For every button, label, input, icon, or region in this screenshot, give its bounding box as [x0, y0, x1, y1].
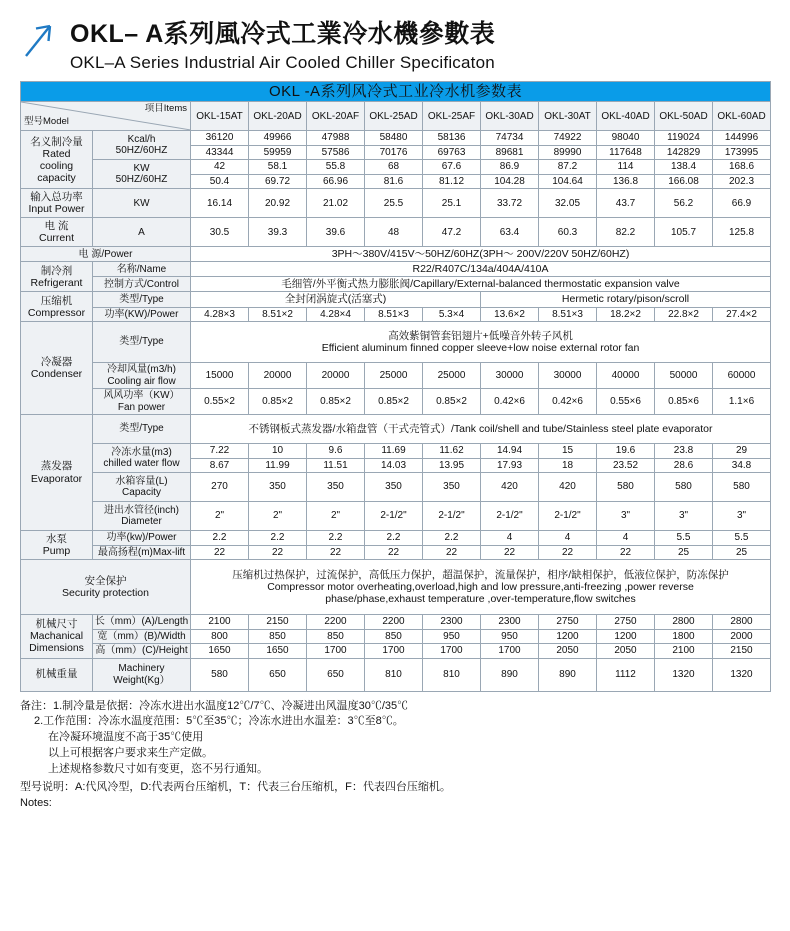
condenser-airflow-8: 50000	[655, 363, 713, 389]
refrigerant-control-label: 控制方式/Control	[93, 277, 191, 292]
condenser-type-row	[21, 322, 771, 363]
evap-dia-4: 2-1/2"	[423, 502, 481, 531]
kcal60-2: 57586	[307, 145, 365, 160]
dim-hei-9: 2150	[713, 644, 771, 659]
input-power-4: 25.1	[423, 189, 481, 218]
pump-lift-5: 22	[481, 545, 539, 560]
kw60-4: 81.12	[423, 174, 481, 189]
dim-wid-1: 850	[249, 629, 307, 644]
weight-1: 650	[249, 658, 307, 691]
evap-flow-a-9: 29	[713, 444, 771, 459]
weight-row	[21, 658, 771, 691]
dim-hei-3: 1700	[365, 644, 423, 659]
evap-cap-1: 350	[249, 473, 307, 502]
evap-flow-b-4: 13.95	[423, 458, 481, 473]
compressor-power-3: 8.51×3	[365, 307, 423, 322]
condenser-airflow-0: 15000	[191, 363, 249, 389]
dim-wid-5: 950	[481, 629, 539, 644]
compressor-type-cn: 全封闭涡旋式(活塞式)	[191, 292, 481, 307]
condenser-fanpower-3: 0.85×2	[365, 389, 423, 415]
compressor-type-label: 类型/Type	[93, 292, 191, 307]
kw60-8: 166.08	[655, 174, 713, 189]
evap-flow-a-7: 19.6	[597, 444, 655, 459]
current-5: 63.4	[481, 218, 539, 247]
evap-dia-2: 2"	[307, 502, 365, 531]
arrow-logo-icon	[20, 22, 60, 70]
pump-power-6: 4	[539, 531, 597, 546]
model-col-6: OKL-30AT	[539, 102, 597, 131]
corner-header-cell	[21, 102, 191, 131]
dim-wid-6: 1200	[539, 629, 597, 644]
kw50-0: 42	[191, 160, 249, 175]
pump-power-3: 2.2	[365, 531, 423, 546]
power-supply-value: 3PH～380V/415V～50HZ/60HZ(3PH～ 200V/220V 50HZ/60HZ)	[191, 247, 771, 262]
evaporator-capacity-label: 水箱容量(L) Capacity	[93, 473, 191, 502]
weight-3: 810	[365, 658, 423, 691]
dim-hei-4: 1700	[423, 644, 481, 659]
kcal50-7: 98040	[597, 131, 655, 146]
compressor-power-0: 4.28×3	[191, 307, 249, 322]
evap-dia-9: 3"	[713, 502, 771, 531]
dim-len-5: 2300	[481, 615, 539, 630]
kcal60-7: 117648	[597, 145, 655, 160]
corner-items-label: 项目Items	[144, 103, 187, 115]
compressor-power-2: 4.28×4	[307, 307, 365, 322]
kw60-6: 104.64	[539, 174, 597, 189]
corner-model-label: 型号Model	[24, 116, 69, 128]
evap-flow-b-0: 8.67	[191, 458, 249, 473]
compressor-power-label: 功率(KW)/Power	[93, 307, 191, 322]
note-line-2: 2.工作范围：冷冻水温度范围：5℃至35℃；冷冻水进出水温差：3℃至8℃。	[34, 715, 404, 728]
model-col-5: OKL-30AD	[481, 102, 539, 131]
current-4: 47.2	[423, 218, 481, 247]
pump-lift-3: 22	[365, 545, 423, 560]
security-value: 压缩机过热保护，过流保护，高低压力保护，超温保护，流量保护，相序/缺相保护，低液位保护，防冻保护 Compressor motor overheating,overload,high and low pressure,anti-freezing ,power reverse phase/phase,exhaust temperature ,over-temperature,flow switches	[191, 560, 771, 615]
current-row	[21, 218, 771, 247]
dim-hei-6: 2050	[539, 644, 597, 659]
evap-flow-b-8: 28.6	[655, 458, 713, 473]
evap-dia-0: 2"	[191, 502, 249, 531]
dim-hei-7: 2050	[597, 644, 655, 659]
title-block	[70, 18, 495, 73]
dimensions-height-row	[21, 644, 771, 659]
evaporator-type-row	[21, 415, 771, 444]
weight-2: 650	[307, 658, 365, 691]
compressor-type-row	[21, 292, 771, 307]
input-power-unit: KW	[93, 189, 191, 218]
condenser-fanpower-6: 0.42×6	[539, 389, 597, 415]
condenser-fanpower-5: 0.42×6	[481, 389, 539, 415]
pump-lift-0: 22	[191, 545, 249, 560]
refrigerant-row-1	[21, 262, 771, 277]
evap-flow-a-6: 15	[539, 444, 597, 459]
current-0: 30.5	[191, 218, 249, 247]
power-supply-label: 电 源/Power	[21, 247, 191, 262]
evap-flow-b-1: 11.99	[249, 458, 307, 473]
input-power-5: 33.72	[481, 189, 539, 218]
compressor-power-7: 18.2×2	[597, 307, 655, 322]
evap-cap-0: 270	[191, 473, 249, 502]
evap-flow-b-3: 14.03	[365, 458, 423, 473]
current-9: 125.8	[713, 218, 771, 247]
power-supply-row	[21, 247, 771, 262]
compressor-power-9: 27.4×2	[713, 307, 771, 322]
weight-label: 机械重量	[21, 658, 93, 691]
input-power-3: 25.5	[365, 189, 423, 218]
kcal60-3: 70176	[365, 145, 423, 160]
current-2: 39.6	[307, 218, 365, 247]
kw50-9: 168.6	[713, 160, 771, 175]
current-unit: A	[93, 218, 191, 247]
security-row	[21, 560, 771, 615]
dim-wid-7: 1200	[597, 629, 655, 644]
compressor-type-en: Hermetic rotary/pison/scroll	[481, 292, 771, 307]
pump-power-label: 功率(kw)/Power	[93, 531, 191, 546]
rated-cooling-label: 名义制冷量 Rated cooling capacity	[21, 131, 93, 189]
pump-power-2: 2.2	[307, 531, 365, 546]
kcal50-6: 74922	[539, 131, 597, 146]
dim-wid-8: 1800	[655, 629, 713, 644]
pump-lift-label: 最高扬程(m)Max-lift	[93, 545, 191, 560]
kcal60-0: 43344	[191, 145, 249, 160]
dim-wid-9: 2000	[713, 629, 771, 644]
condenser-airflow-1: 20000	[249, 363, 307, 389]
evaporator-type-value: 不锈钢板式蒸发器/水箱盘管（干式壳管式）/Tank coil/shell and tube/Stainless steel plate evaporator	[191, 415, 771, 444]
evap-dia-7: 3"	[597, 502, 655, 531]
pump-lift-9: 25	[713, 545, 771, 560]
dim-len-2: 2200	[307, 615, 365, 630]
kw50-2: 55.8	[307, 160, 365, 175]
input-power-row	[21, 189, 771, 218]
evaporator-diameter-label: 进出水管径(inch) Diameter	[93, 502, 191, 531]
kw60-3: 81.6	[365, 174, 423, 189]
dim-len-4: 2300	[423, 615, 481, 630]
kcal50-3: 58480	[365, 131, 423, 146]
note-line-1: 备注：1.制冷量是依据：冷冻水进出水温度12℃/7℃、冷凝进出风温度30℃/35℃	[20, 699, 409, 712]
refrigerant-name-label: 名称/Name	[93, 262, 191, 277]
weight-0: 580	[191, 658, 249, 691]
pump-power-9: 5.5	[713, 531, 771, 546]
compressor-power-1: 8.51×2	[249, 307, 307, 322]
dim-len-8: 2800	[655, 615, 713, 630]
dim-wid-3: 850	[365, 629, 423, 644]
evap-flow-b-7: 23.52	[597, 458, 655, 473]
evap-cap-5: 420	[481, 473, 539, 502]
compressor-power-5: 13.6×2	[481, 307, 539, 322]
input-power-7: 43.7	[597, 189, 655, 218]
kcal50-0: 36120	[191, 131, 249, 146]
kw50-3: 68	[365, 160, 423, 175]
kw50-4: 67.6	[423, 160, 481, 175]
dimensions-label: 机械尺寸 Machanical Dimensions	[21, 615, 93, 659]
evaporator-diameter-row	[21, 502, 771, 531]
table-banner-row	[21, 82, 771, 102]
condenser-airflow-5: 30000	[481, 363, 539, 389]
dim-len-6: 2750	[539, 615, 597, 630]
compressor-label: 压缩机 Compressor	[21, 292, 93, 322]
evap-flow-a-1: 10	[249, 444, 307, 459]
kw60-1: 69.72	[249, 174, 307, 189]
condenser-fanpower-label: 风风功率（KW） Fan power	[93, 389, 191, 415]
compressor-power-4: 5.3×4	[423, 307, 481, 322]
input-power-8: 56.2	[655, 189, 713, 218]
note-line-5: 上述规格参数尺寸如有变更，恣不另行通知。	[48, 763, 268, 776]
kcal60-1: 59959	[249, 145, 307, 160]
condenser-airflow-7: 40000	[597, 363, 655, 389]
input-power-0: 16.14	[191, 189, 249, 218]
model-col-3: OKL-25AD	[365, 102, 423, 131]
evaporator-capacity-row	[21, 473, 771, 502]
evap-flow-b-9: 34.8	[713, 458, 771, 473]
evap-cap-2: 350	[307, 473, 365, 502]
kcal60-5: 89681	[481, 145, 539, 160]
weight-8: 1320	[655, 658, 713, 691]
pump-lift-row	[21, 545, 771, 560]
pump-lift-8: 25	[655, 545, 713, 560]
dim-hei-2: 1700	[307, 644, 365, 659]
dim-wid-4: 950	[423, 629, 481, 644]
dim-len-7: 2750	[597, 615, 655, 630]
dim-hei-8: 2100	[655, 644, 713, 659]
dimensions-width-label: 宽（mm）(B)/Width	[93, 629, 191, 644]
evap-flow-a-5: 14.94	[481, 444, 539, 459]
kw50-7: 114	[597, 160, 655, 175]
dim-len-0: 2100	[191, 615, 249, 630]
kw50-6: 87.2	[539, 160, 597, 175]
weight-7: 1112	[597, 658, 655, 691]
model-col-1: OKL-20AD	[249, 102, 307, 131]
condenser-airflow-3: 25000	[365, 363, 423, 389]
current-3: 48	[365, 218, 423, 247]
dim-wid-0: 800	[191, 629, 249, 644]
pump-power-8: 5.5	[655, 531, 713, 546]
pump-lift-6: 22	[539, 545, 597, 560]
evaporator-flow-label: 冷冻水量(m3) chilled water flow	[93, 444, 191, 473]
note-line-6: 型号说明：A:代风冷型，D:代表两台压缩机，T：代表三台压缩机，F：代表四台压缩机。	[20, 781, 451, 794]
page-title-en: OKL–A Series Industrial Air Cooled Chiller Specificaton	[70, 52, 495, 72]
table-banner: OKL -A系列风冷式工业冷水机参数表	[21, 82, 771, 102]
dimensions-width-row	[21, 629, 771, 644]
model-col-2: OKL-20AF	[307, 102, 365, 131]
page-title-cn: OKL– A系列風冷式工業冷水機參數表	[70, 20, 496, 48]
input-power-2: 21.02	[307, 189, 365, 218]
evap-dia-8: 3"	[655, 502, 713, 531]
condenser-airflow-row	[21, 363, 771, 389]
pump-label: 水泵 Pump	[21, 531, 93, 560]
note-line-7: Notes:	[20, 797, 52, 810]
evap-flow-b-6: 18	[539, 458, 597, 473]
input-power-1: 20.92	[249, 189, 307, 218]
kcal50-5: 74734	[481, 131, 539, 146]
condenser-fanpower-4: 0.85×2	[423, 389, 481, 415]
dim-len-1: 2150	[249, 615, 307, 630]
compressor-power-row	[21, 307, 771, 322]
condenser-fanpower-0: 0.55×2	[191, 389, 249, 415]
pump-power-row	[21, 531, 771, 546]
kw60-9: 202.3	[713, 174, 771, 189]
evap-flow-b-2: 11.51	[307, 458, 365, 473]
specification-table	[20, 81, 771, 692]
evaporator-type-label: 类型/Type	[93, 415, 191, 444]
current-1: 39.3	[249, 218, 307, 247]
pump-lift-2: 22	[307, 545, 365, 560]
weight-4: 810	[423, 658, 481, 691]
evap-flow-b-5: 17.93	[481, 458, 539, 473]
kw50-1: 58.1	[249, 160, 307, 175]
kw60-0: 50.4	[191, 174, 249, 189]
condenser-fanpower-2: 0.85×2	[307, 389, 365, 415]
dim-hei-5: 1700	[481, 644, 539, 659]
refrigerant-name-value: R22/R407C/134a/404A/410A	[191, 262, 771, 277]
refrigerant-label: 制冷剂 Refrigerant	[21, 262, 93, 292]
condenser-airflow-4: 25000	[423, 363, 481, 389]
evaporator-flow-row-a	[21, 444, 771, 459]
condenser-type-label: 类型/Type	[93, 322, 191, 363]
kcal60-4: 69763	[423, 145, 481, 160]
kw50-8: 138.4	[655, 160, 713, 175]
dimensions-length-label: 长（mm）(A)/Length	[93, 615, 191, 630]
condenser-fanpower-7: 0.55×6	[597, 389, 655, 415]
weight-5: 890	[481, 658, 539, 691]
kcal60-9: 173995	[713, 145, 771, 160]
evap-flow-a-2: 9.6	[307, 444, 365, 459]
current-6: 60.3	[539, 218, 597, 247]
condenser-airflow-label: 冷却风量(m3/h) Cooling air flow	[93, 363, 191, 389]
evap-flow-a-4: 11.62	[423, 444, 481, 459]
evap-cap-6: 420	[539, 473, 597, 502]
model-col-8: OKL-50AD	[655, 102, 713, 131]
pump-power-0: 2.2	[191, 531, 249, 546]
document-header	[20, 18, 770, 73]
evap-dia-3: 2-1/2"	[365, 502, 423, 531]
model-col-9: OKL-60AD	[713, 102, 771, 131]
model-header-row	[21, 102, 771, 131]
input-power-9: 66.9	[713, 189, 771, 218]
weight-6: 890	[539, 658, 597, 691]
input-power-label: 输入总功率 Input Power	[21, 189, 93, 218]
kcal50-8: 119024	[655, 131, 713, 146]
evap-flow-a-8: 23.8	[655, 444, 713, 459]
condenser-airflow-9: 60000	[713, 363, 771, 389]
note-line-3: 在冷凝环境温度不高于35℃使用	[48, 731, 204, 744]
condenser-fanpower-9: 1.1×6	[713, 389, 771, 415]
evap-dia-6: 2-1/2"	[539, 502, 597, 531]
input-power-6: 32.05	[539, 189, 597, 218]
condenser-fanpower-1: 0.85×2	[249, 389, 307, 415]
dimensions-length-row	[21, 615, 771, 630]
evap-cap-3: 350	[365, 473, 423, 502]
compressor-power-8: 22.8×2	[655, 307, 713, 322]
model-col-7: OKL-40AD	[597, 102, 655, 131]
compressor-power-6: 8.51×3	[539, 307, 597, 322]
condenser-fanpower-8: 0.85×6	[655, 389, 713, 415]
kcal50-1: 49966	[249, 131, 307, 146]
rated-cooling-unit-kcal: Kcal/h 50HZ/60HZ	[93, 131, 191, 160]
current-7: 82.2	[597, 218, 655, 247]
dim-len-9: 2800	[713, 615, 771, 630]
kcal50-4: 58136	[423, 131, 481, 146]
weight-unit-label: Machinery Weight(Kg）	[93, 658, 191, 691]
notes-block	[20, 699, 770, 813]
current-label: 电 流 Current	[21, 218, 93, 247]
condenser-airflow-2: 20000	[307, 363, 365, 389]
evap-cap-8: 580	[655, 473, 713, 502]
evap-dia-5: 2-1/2"	[481, 502, 539, 531]
pump-lift-7: 22	[597, 545, 655, 560]
kw60-5: 104.28	[481, 174, 539, 189]
current-8: 105.7	[655, 218, 713, 247]
rated-cooling-row-kw50	[21, 160, 771, 175]
rated-cooling-row-kcal50	[21, 131, 771, 146]
dim-hei-0: 1650	[191, 644, 249, 659]
evap-cap-9: 580	[713, 473, 771, 502]
evap-flow-a-0: 7.22	[191, 444, 249, 459]
model-col-4: OKL-25AF	[423, 102, 481, 131]
dim-wid-2: 850	[307, 629, 365, 644]
pump-power-4: 2.2	[423, 531, 481, 546]
kcal50-9: 144996	[713, 131, 771, 146]
weight-9: 1320	[713, 658, 771, 691]
kw50-5: 86.9	[481, 160, 539, 175]
model-col-0: OKL-15AT	[191, 102, 249, 131]
kcal50-2: 47988	[307, 131, 365, 146]
evap-flow-a-3: 11.69	[365, 444, 423, 459]
dimensions-height-label: 高（mm）(C)/Height	[93, 644, 191, 659]
condenser-label: 冷凝器 Condenser	[21, 322, 93, 415]
pump-power-1: 2.2	[249, 531, 307, 546]
condenser-fanpower-row	[21, 389, 771, 415]
kw60-2: 66.96	[307, 174, 365, 189]
kw60-7: 136.8	[597, 174, 655, 189]
dim-len-3: 2200	[365, 615, 423, 630]
note-line-4: 以上可根据客户要求来生产定做。	[48, 747, 213, 760]
evap-cap-4: 350	[423, 473, 481, 502]
pump-power-7: 4	[597, 531, 655, 546]
condenser-airflow-6: 30000	[539, 363, 597, 389]
kcal60-6: 89990	[539, 145, 597, 160]
refrigerant-control-value: 毛细管/外平衡式热力膨胀阀/Capillary/External-balanced thermostatic expansion valve	[191, 277, 771, 292]
rated-cooling-unit-kw: KW 50HZ/60HZ	[93, 160, 191, 189]
evap-cap-7: 580	[597, 473, 655, 502]
pump-power-5: 4	[481, 531, 539, 546]
kcal60-8: 142829	[655, 145, 713, 160]
evaporator-label: 蒸发器 Evaporator	[21, 415, 93, 531]
security-label: 安全保护 Security protection	[21, 560, 191, 615]
pump-lift-1: 22	[249, 545, 307, 560]
dim-hei-1: 1650	[249, 644, 307, 659]
pump-lift-4: 22	[423, 545, 481, 560]
refrigerant-row-2	[21, 277, 771, 292]
condenser-type-value: 高效紫铜管套铝翅片+低噪音外转子风机 Efficient aluminum finned copper sleeve+low noise external rotor fan	[191, 322, 771, 363]
evap-dia-1: 2"	[249, 502, 307, 531]
